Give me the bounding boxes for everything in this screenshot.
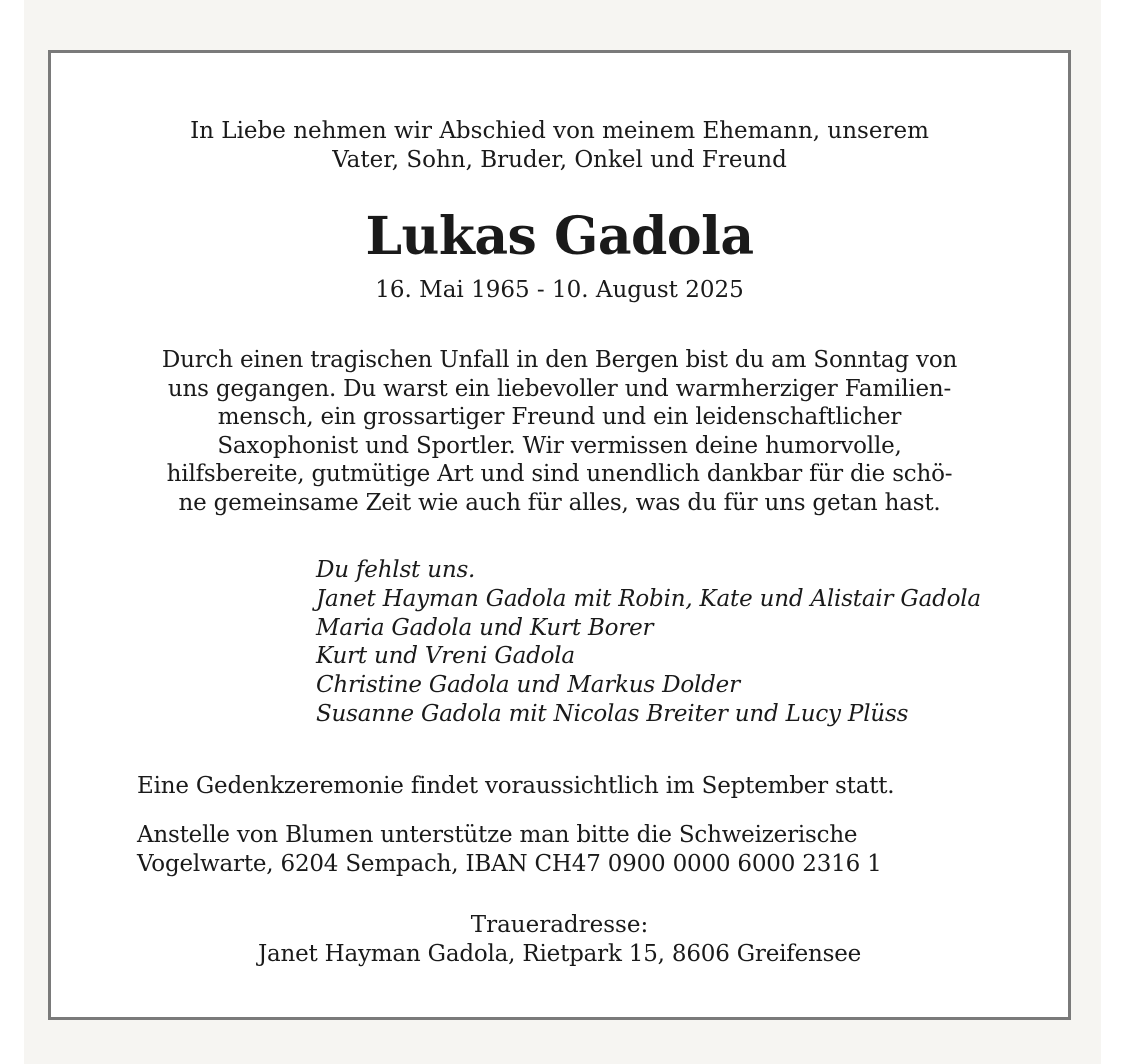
obituary-notice xyxy=(48,50,1071,1020)
signoff-line: Christine Gadola und Markus Dolder xyxy=(316,672,740,699)
memorial-message: Durch einen tragischen Unfall in den Bergen bist du am Sonntag von uns gegangen. Du warst ein liebevoller und warmherziger Familien- mensch, ein grossartiger Freund und ein leidenschaftlicher Saxophonist und Sportler. Wir vermissen deine humorvolle, hilfsbereite, gutmütige Art und sind unendlich dankbar für die schö- ne gemeinsame Zeit wie auch für alles, was du für uns getan hast. xyxy=(161,347,958,516)
signoff-line: Kurt und Vreni Gadola xyxy=(316,643,575,670)
signoff-line: Du fehlst uns. xyxy=(316,557,476,583)
ceremony-note: Eine Gedenkzeremonie findet voraussichtlich im September statt. xyxy=(137,773,895,799)
signoff-line: Susanne Gadola mit Nicolas Breiter und Lucy Plüss xyxy=(316,700,909,727)
signoff-line: Janet Hayman Gadola mit Robin, Kate und Alistair Gadola xyxy=(316,585,981,612)
life-dates: 16. Mai 1965 - 10. August 2025 xyxy=(375,277,744,303)
donation-note: Anstelle von Blumen unterstütze man bitte die Schweizerische Vogelwarte, 6204 Sempach, IBAN CH47 0900 0000 6000 2316 1 xyxy=(137,822,882,877)
deceased-name: Lukas Gadola xyxy=(365,206,754,267)
mourners-list xyxy=(316,556,981,729)
intro-text: In Liebe nehmen wir Abschied von meinem Ehemann, unserem Vater, Sohn, Bruder, Onkel und Freund xyxy=(190,118,929,173)
address-label: Traueradresse: xyxy=(470,912,649,938)
signoff-line: Maria Gadola und Kurt Borer xyxy=(316,614,654,641)
mourning-address: Janet Hayman Gadola, Rietpark 15, 8606 Greifensee xyxy=(257,941,862,967)
